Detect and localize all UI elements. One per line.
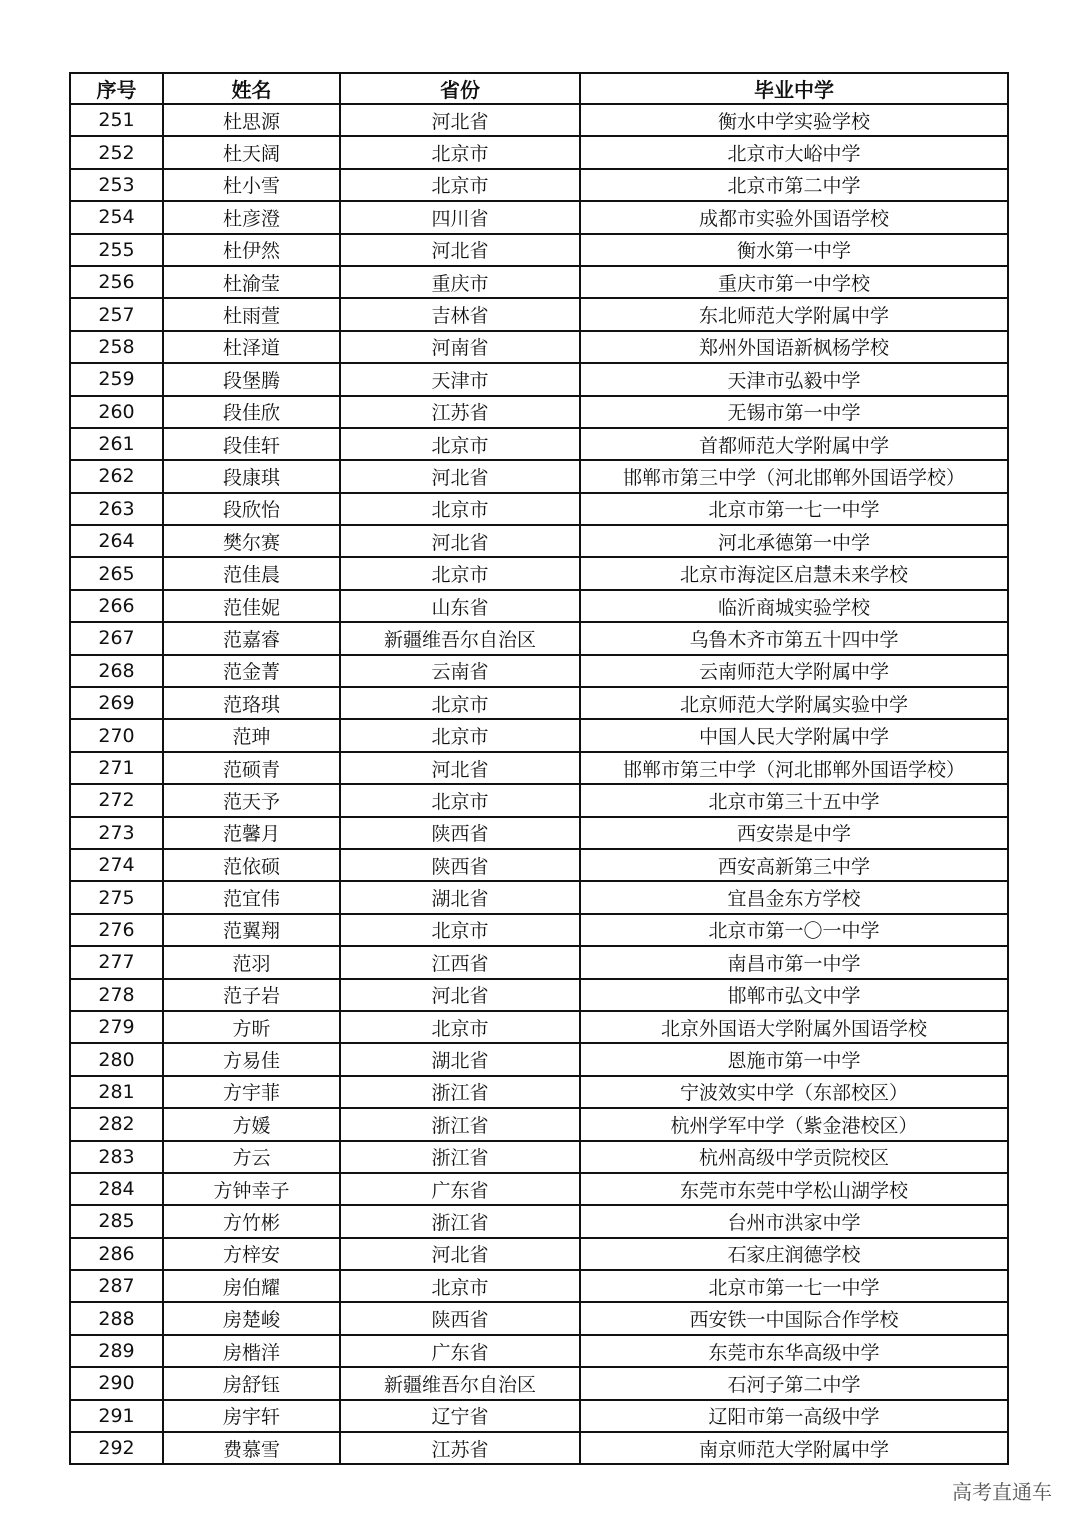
cell-name: 范羽 bbox=[163, 946, 340, 978]
cell-province: 河南省 bbox=[340, 331, 580, 363]
cell-province: 北京市 bbox=[340, 1011, 580, 1043]
cell-province: 河北省 bbox=[340, 525, 580, 557]
table-row bbox=[70, 1367, 1008, 1399]
table-row bbox=[70, 1076, 1008, 1108]
cell-index: 274 bbox=[70, 849, 163, 881]
table-row bbox=[70, 1270, 1008, 1302]
table-row bbox=[70, 946, 1008, 978]
cell-index: 270 bbox=[70, 719, 163, 751]
cell-province: 北京市 bbox=[340, 914, 580, 946]
cell-name: 段堡腾 bbox=[163, 363, 340, 395]
cell-school: 台州市洪家中学 bbox=[580, 1205, 1008, 1237]
cell-province: 河北省 bbox=[340, 460, 580, 492]
cell-name: 方昕 bbox=[163, 1011, 340, 1043]
cell-province: 新疆维吾尔自治区 bbox=[340, 1367, 580, 1399]
table-row bbox=[70, 622, 1008, 654]
table-row bbox=[70, 1302, 1008, 1334]
header-name: 姓名 bbox=[163, 73, 340, 104]
cell-name: 杜雨萱 bbox=[163, 298, 340, 330]
cell-index: 256 bbox=[70, 266, 163, 298]
cell-school: 衡水中学实验学校 bbox=[580, 104, 1008, 136]
table-row bbox=[70, 1173, 1008, 1205]
cell-index: 285 bbox=[70, 1205, 163, 1237]
table-row bbox=[70, 1011, 1008, 1043]
cell-province: 北京市 bbox=[340, 169, 580, 201]
cell-school: 邯郸市弘文中学 bbox=[580, 979, 1008, 1011]
cell-school: 北京市大峪中学 bbox=[580, 136, 1008, 168]
cell-province: 天津市 bbox=[340, 363, 580, 395]
table-row bbox=[70, 1432, 1008, 1464]
cell-name: 房宇轩 bbox=[163, 1400, 340, 1432]
cell-name: 杜彦澄 bbox=[163, 201, 340, 233]
cell-index: 268 bbox=[70, 655, 163, 687]
table-row bbox=[70, 460, 1008, 492]
cell-name: 范翼翔 bbox=[163, 914, 340, 946]
cell-province: 浙江省 bbox=[340, 1076, 580, 1108]
cell-province: 北京市 bbox=[340, 784, 580, 816]
cell-name: 费慕雪 bbox=[163, 1432, 340, 1464]
cell-school: 衡水第一中学 bbox=[580, 234, 1008, 266]
cell-province: 四川省 bbox=[340, 201, 580, 233]
table-row bbox=[70, 1238, 1008, 1270]
cell-name: 范天予 bbox=[163, 784, 340, 816]
cell-province: 河北省 bbox=[340, 234, 580, 266]
cell-province: 新疆维吾尔自治区 bbox=[340, 622, 580, 654]
cell-province: 浙江省 bbox=[340, 1141, 580, 1173]
cell-name: 杜思源 bbox=[163, 104, 340, 136]
cell-index: 272 bbox=[70, 784, 163, 816]
table-row bbox=[70, 525, 1008, 557]
table-row bbox=[70, 1141, 1008, 1173]
cell-name: 方媛 bbox=[163, 1108, 340, 1140]
cell-province: 浙江省 bbox=[340, 1205, 580, 1237]
cell-school: 西安崇是中学 bbox=[580, 817, 1008, 849]
cell-province: 北京市 bbox=[340, 428, 580, 460]
table-row bbox=[70, 136, 1008, 168]
table-row bbox=[70, 687, 1008, 719]
cell-school: 云南师范大学附属中学 bbox=[580, 655, 1008, 687]
table-row bbox=[70, 590, 1008, 622]
cell-name: 方竹彬 bbox=[163, 1205, 340, 1237]
cell-school: 杭州高级中学贡院校区 bbox=[580, 1141, 1008, 1173]
table-row bbox=[70, 784, 1008, 816]
cell-name: 范佳晨 bbox=[163, 557, 340, 589]
cell-name: 杜天阔 bbox=[163, 136, 340, 168]
cell-province: 江苏省 bbox=[340, 1432, 580, 1464]
cell-province: 吉林省 bbox=[340, 298, 580, 330]
cell-province: 河北省 bbox=[340, 752, 580, 784]
cell-school: 天津市弘毅中学 bbox=[580, 363, 1008, 395]
table-row bbox=[70, 396, 1008, 428]
cell-school: 东莞市东莞中学松山湖学校 bbox=[580, 1173, 1008, 1205]
table-row bbox=[70, 1205, 1008, 1237]
cell-index: 251 bbox=[70, 104, 163, 136]
cell-school: 石家庄润德学校 bbox=[580, 1238, 1008, 1270]
cell-index: 276 bbox=[70, 914, 163, 946]
cell-index: 265 bbox=[70, 557, 163, 589]
watermark-source: 高考直通车 bbox=[952, 1480, 1052, 1504]
cell-index: 263 bbox=[70, 493, 163, 525]
cell-index: 292 bbox=[70, 1432, 163, 1464]
cell-province: 北京市 bbox=[340, 493, 580, 525]
table-row bbox=[70, 557, 1008, 589]
cell-province: 陕西省 bbox=[340, 1302, 580, 1334]
cell-name: 范馨月 bbox=[163, 817, 340, 849]
cell-index: 280 bbox=[70, 1043, 163, 1075]
cell-province: 北京市 bbox=[340, 557, 580, 589]
cell-index: 283 bbox=[70, 1141, 163, 1173]
cell-name: 房伯耀 bbox=[163, 1270, 340, 1302]
cell-province: 北京市 bbox=[340, 719, 580, 751]
cell-school: 北京市第二中学 bbox=[580, 169, 1008, 201]
cell-province: 山东省 bbox=[340, 590, 580, 622]
cell-index: 258 bbox=[70, 331, 163, 363]
table-row bbox=[70, 1108, 1008, 1140]
cell-school: 恩施市第一中学 bbox=[580, 1043, 1008, 1075]
table-row bbox=[70, 169, 1008, 201]
table-row bbox=[70, 979, 1008, 1011]
cell-index: 260 bbox=[70, 396, 163, 428]
cell-province: 北京市 bbox=[340, 1270, 580, 1302]
cell-index: 273 bbox=[70, 817, 163, 849]
cell-name: 方梓安 bbox=[163, 1238, 340, 1270]
cell-school: 中国人民大学附属中学 bbox=[580, 719, 1008, 751]
header-school: 毕业中学 bbox=[580, 73, 1008, 104]
cell-school: 北京外国语大学附属外国语学校 bbox=[580, 1011, 1008, 1043]
table-row bbox=[70, 298, 1008, 330]
cell-name: 段康琪 bbox=[163, 460, 340, 492]
table-row bbox=[70, 363, 1008, 395]
cell-school: 南昌市第一中学 bbox=[580, 946, 1008, 978]
cell-school: 乌鲁木齐市第五十四中学 bbox=[580, 622, 1008, 654]
cell-name: 范珅 bbox=[163, 719, 340, 751]
cell-name: 杜泽道 bbox=[163, 331, 340, 363]
table-row bbox=[70, 719, 1008, 751]
cell-province: 北京市 bbox=[340, 136, 580, 168]
cell-province: 浙江省 bbox=[340, 1108, 580, 1140]
cell-name: 范金菁 bbox=[163, 655, 340, 687]
cell-index: 257 bbox=[70, 298, 163, 330]
table-row bbox=[70, 331, 1008, 363]
cell-province: 河北省 bbox=[340, 979, 580, 1011]
table-row bbox=[70, 881, 1008, 913]
cell-name: 范依硕 bbox=[163, 849, 340, 881]
table-row bbox=[70, 752, 1008, 784]
cell-index: 275 bbox=[70, 881, 163, 913]
table-row bbox=[70, 914, 1008, 946]
table-row bbox=[70, 1043, 1008, 1075]
cell-name: 方云 bbox=[163, 1141, 340, 1173]
cell-index: 253 bbox=[70, 169, 163, 201]
cell-index: 290 bbox=[70, 1367, 163, 1399]
cell-school: 石河子第二中学 bbox=[580, 1367, 1008, 1399]
cell-school: 宜昌金东方学校 bbox=[580, 881, 1008, 913]
table-row bbox=[70, 1335, 1008, 1367]
cell-name: 范佳妮 bbox=[163, 590, 340, 622]
cell-index: 291 bbox=[70, 1400, 163, 1432]
cell-name: 范嘉睿 bbox=[163, 622, 340, 654]
cell-index: 284 bbox=[70, 1173, 163, 1205]
cell-name: 房舒钰 bbox=[163, 1367, 340, 1399]
cell-province: 湖北省 bbox=[340, 1043, 580, 1075]
cell-index: 264 bbox=[70, 525, 163, 557]
cell-province: 湖北省 bbox=[340, 881, 580, 913]
table-row bbox=[70, 104, 1008, 136]
table-header-row bbox=[70, 73, 1008, 104]
cell-index: 269 bbox=[70, 687, 163, 719]
cell-school: 郑州外国语新枫杨学校 bbox=[580, 331, 1008, 363]
cell-index: 255 bbox=[70, 234, 163, 266]
cell-name: 段佳轩 bbox=[163, 428, 340, 460]
cell-name: 杜小雪 bbox=[163, 169, 340, 201]
cell-school: 北京市海淀区启慧未来学校 bbox=[580, 557, 1008, 589]
cell-name: 杜渝莹 bbox=[163, 266, 340, 298]
cell-index: 279 bbox=[70, 1011, 163, 1043]
cell-index: 254 bbox=[70, 201, 163, 233]
cell-school: 北京市第三十五中学 bbox=[580, 784, 1008, 816]
cell-school: 河北承德第一中学 bbox=[580, 525, 1008, 557]
cell-index: 271 bbox=[70, 752, 163, 784]
cell-school: 重庆市第一中学校 bbox=[580, 266, 1008, 298]
cell-school: 辽阳市第一高级中学 bbox=[580, 1400, 1008, 1432]
cell-index: 261 bbox=[70, 428, 163, 460]
cell-index: 281 bbox=[70, 1076, 163, 1108]
cell-school: 成都市实验外国语学校 bbox=[580, 201, 1008, 233]
cell-index: 278 bbox=[70, 979, 163, 1011]
cell-name: 段欣怡 bbox=[163, 493, 340, 525]
cell-name: 方钟幸子 bbox=[163, 1173, 340, 1205]
cell-province: 广东省 bbox=[340, 1335, 580, 1367]
cell-name: 房楷洋 bbox=[163, 1335, 340, 1367]
student-list-table bbox=[69, 72, 1009, 1465]
cell-index: 267 bbox=[70, 622, 163, 654]
cell-province: 江西省 bbox=[340, 946, 580, 978]
table-row bbox=[70, 201, 1008, 233]
cell-school: 东莞市东华高级中学 bbox=[580, 1335, 1008, 1367]
table-row bbox=[70, 849, 1008, 881]
cell-school: 北京市第一〇一中学 bbox=[580, 914, 1008, 946]
table-row bbox=[70, 428, 1008, 460]
cell-school: 北京市第一七一中学 bbox=[580, 493, 1008, 525]
cell-name: 方易佳 bbox=[163, 1043, 340, 1075]
header-province: 省份 bbox=[340, 73, 580, 104]
cell-province: 重庆市 bbox=[340, 266, 580, 298]
cell-index: 286 bbox=[70, 1238, 163, 1270]
cell-province: 河北省 bbox=[340, 104, 580, 136]
cell-school: 无锡市第一中学 bbox=[580, 396, 1008, 428]
cell-school: 邯郸市第三中学（河北邯郸外国语学校） bbox=[580, 752, 1008, 784]
cell-name: 方宇菲 bbox=[163, 1076, 340, 1108]
cell-name: 范子岩 bbox=[163, 979, 340, 1011]
table-row bbox=[70, 266, 1008, 298]
cell-province: 陕西省 bbox=[340, 849, 580, 881]
cell-province: 北京市 bbox=[340, 687, 580, 719]
table-row bbox=[70, 1400, 1008, 1432]
cell-name: 范珞琪 bbox=[163, 687, 340, 719]
cell-school: 西安高新第三中学 bbox=[580, 849, 1008, 881]
cell-index: 277 bbox=[70, 946, 163, 978]
cell-index: 262 bbox=[70, 460, 163, 492]
table-row bbox=[70, 234, 1008, 266]
cell-school: 东北师范大学附属中学 bbox=[580, 298, 1008, 330]
cell-school: 南京师范大学附属中学 bbox=[580, 1432, 1008, 1464]
cell-index: 259 bbox=[70, 363, 163, 395]
cell-school: 杭州学军中学（紫金港校区） bbox=[580, 1108, 1008, 1140]
cell-school: 西安铁一中国际合作学校 bbox=[580, 1302, 1008, 1334]
cell-index: 282 bbox=[70, 1108, 163, 1140]
cell-province: 云南省 bbox=[340, 655, 580, 687]
cell-province: 江苏省 bbox=[340, 396, 580, 428]
table-row bbox=[70, 493, 1008, 525]
table-body bbox=[70, 104, 1008, 1464]
table-row bbox=[70, 817, 1008, 849]
cell-name: 杜伊然 bbox=[163, 234, 340, 266]
cell-index: 289 bbox=[70, 1335, 163, 1367]
cell-index: 288 bbox=[70, 1302, 163, 1334]
cell-school: 首都师范大学附属中学 bbox=[580, 428, 1008, 460]
cell-name: 范宜伟 bbox=[163, 881, 340, 913]
table-row bbox=[70, 655, 1008, 687]
cell-school: 北京市第一七一中学 bbox=[580, 1270, 1008, 1302]
cell-index: 287 bbox=[70, 1270, 163, 1302]
cell-name: 范硕青 bbox=[163, 752, 340, 784]
cell-school: 北京师范大学附属实验中学 bbox=[580, 687, 1008, 719]
cell-province: 河北省 bbox=[340, 1238, 580, 1270]
cell-index: 252 bbox=[70, 136, 163, 168]
cell-school: 宁波效实中学（东部校区） bbox=[580, 1076, 1008, 1108]
cell-name: 樊尔赛 bbox=[163, 525, 340, 557]
header-index: 序号 bbox=[70, 73, 163, 104]
cell-school: 临沂商城实验学校 bbox=[580, 590, 1008, 622]
cell-name: 段佳欣 bbox=[163, 396, 340, 428]
cell-province: 广东省 bbox=[340, 1173, 580, 1205]
cell-school: 邯郸市第三中学（河北邯郸外国语学校） bbox=[580, 460, 1008, 492]
cell-province: 辽宁省 bbox=[340, 1400, 580, 1432]
cell-name: 房楚峻 bbox=[163, 1302, 340, 1334]
cell-province: 陕西省 bbox=[340, 817, 580, 849]
cell-index: 266 bbox=[70, 590, 163, 622]
